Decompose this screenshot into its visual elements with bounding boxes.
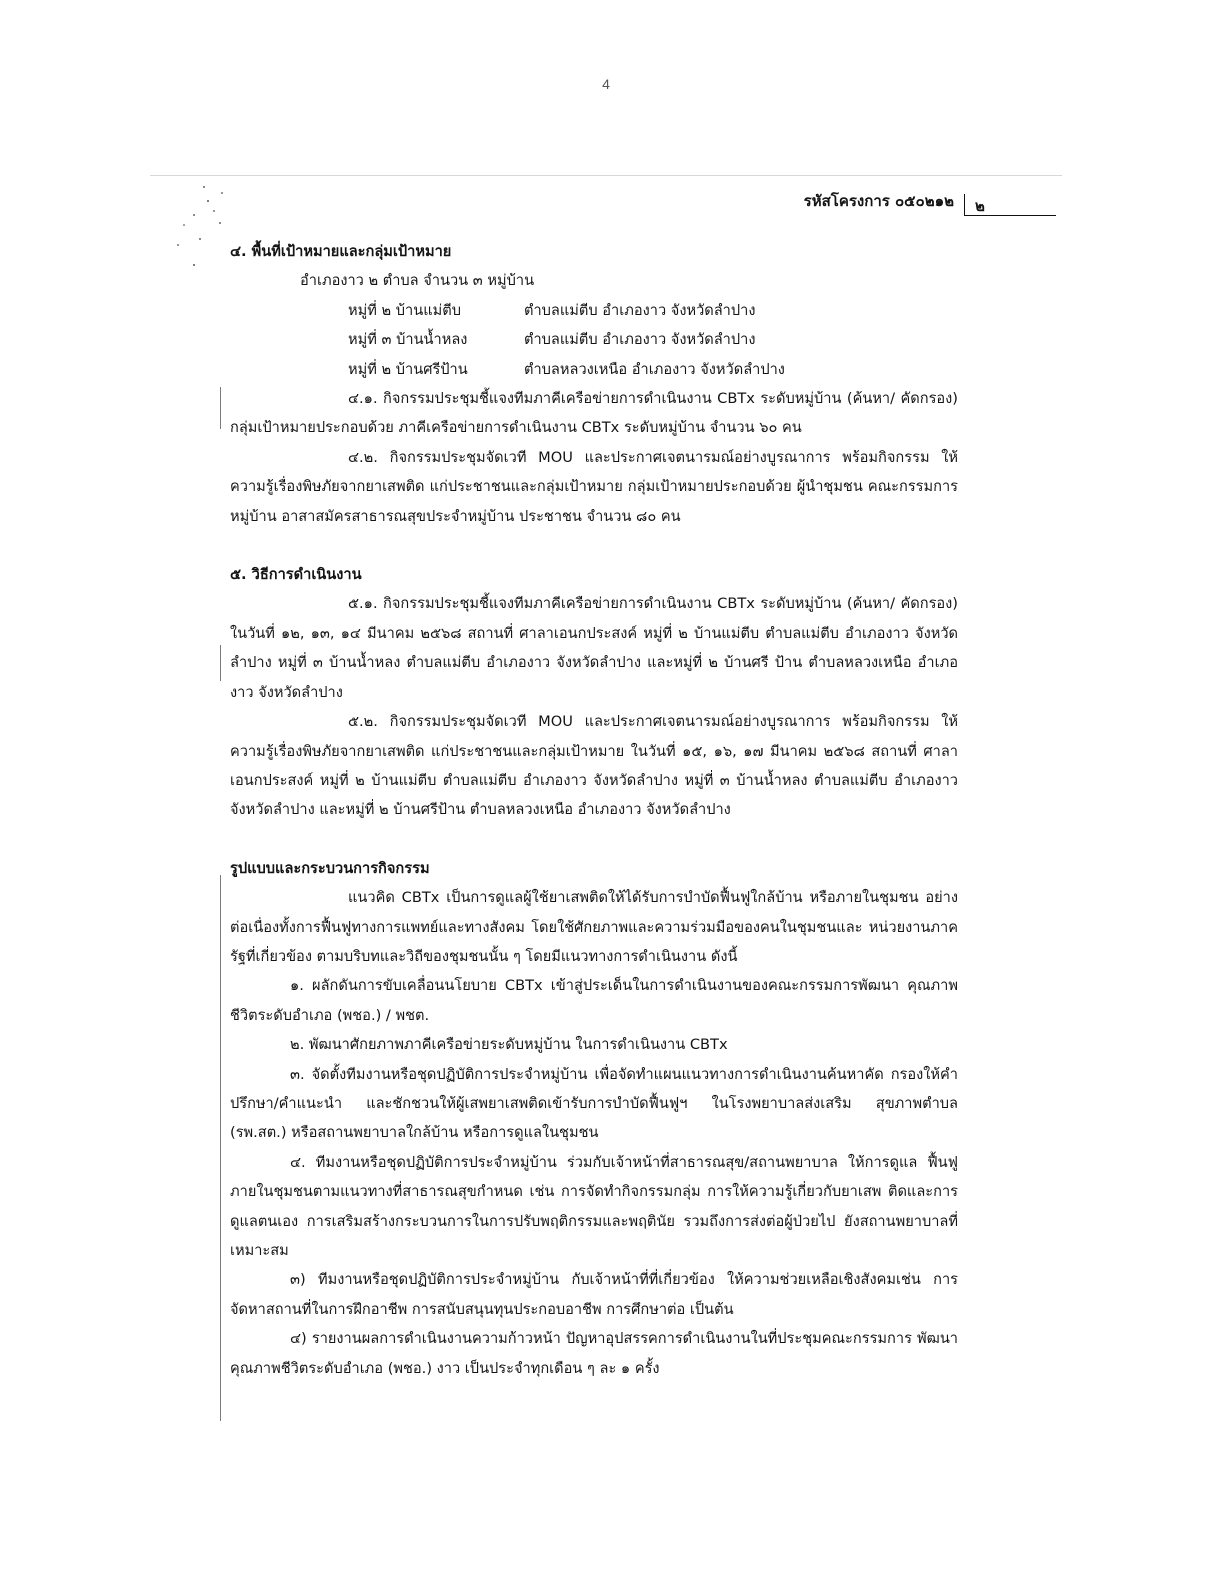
process-item: ๓) ทีมงานหรือชุดปฏิบัติการประจำหมู่บ้าน กับเจ้าหน้าที่ที่เกี่ยวข้อง ให้ความช่วยเหลือเชิงสังคมเช่น การจัดหาสถานที่ในการฝึกอาชีพ การสนับสนุนทุนประกอบอาชีพ การศึกษาต่อ เป็นต้น bbox=[230, 1271, 958, 1318]
village-name: หมู่ที่ ๓ บ้านน้ำหลง bbox=[348, 331, 468, 349]
process-item: ๑. ผลักดันการขับเคลื่อนนโยบาย CBTx เข้าสู่ประเด็นในการดำเนินงานของคณะกรรมการพัฒนา คุณภาพชีวิตระดับอำเภอ (พชอ.) / พชต. bbox=[230, 977, 958, 1024]
scan-top-edge bbox=[150, 175, 1062, 176]
village-row bbox=[230, 355, 958, 384]
village-row bbox=[230, 296, 958, 325]
village-location: ตำบลแม่ตีบ อำเภองาว จังหวัดลำปาง bbox=[524, 301, 756, 319]
village-name: หมู่ที่ ๒ บ้านศรีป้าน bbox=[348, 360, 468, 378]
project-code-page: ๒ bbox=[964, 194, 1056, 216]
process-concept: แนวคิด CBTx เป็นการดูแลผู้ใช้ยาเสพติดให้ได้รับการบำบัดฟื้นฟูใกล้บ้าน หรือภายในชุมชน อย่างต่อเนื่องทั้งการฟื้นฟูทางการแพทย์และทางสังคม โดยใช้ศักยภาพและความร่วมมือของคนในชุมชนและ หน่วยงานภาครัฐที่เกี่ยวข้อง ตามบริบทและวิถีของชุมชนนั้น ๆ โดยมีแนวทางการดำเนินงาน ดังนี้ bbox=[230, 889, 958, 965]
project-code-box bbox=[804, 189, 1056, 216]
scanned-page bbox=[150, 175, 1062, 1435]
process-item: ๓. จัดตั้งทีมงานหรือชุดปฏิบัติการประจำหมู่บ้าน เพื่อจัดทำแผนแนวทางการดำเนินงานค้นหาคัด กรองให้คำปรึกษา/คำแนะนำ และชักชวนให้ผู้เสพยาเสพติดเข้ารับการบำบัดฟื้นฟูฯ ในโรงพยาบาลส่งเสริม สุขภาพตำบล (รพ.สต.) หรือสถานพยาบาลใกล้บ้าน หรือการดูแลในชุมชน bbox=[230, 1065, 958, 1142]
page-number: 4 bbox=[602, 76, 610, 92]
process-item: ๒. พัฒนาศักยภาพภาคีเครือข่ายระดับหมู่บ้าน ในการดำเนินงาน CBTx bbox=[290, 1036, 728, 1054]
project-code-label: รหัสโครงการ ๐๕๐๒๑๒ bbox=[803, 192, 954, 210]
section-4-title: ๔. พื้นที่เป้าหมายและกลุ่มเป้าหมาย bbox=[230, 243, 452, 260]
margin-line-1 bbox=[220, 387, 221, 429]
section-4-intro: อำเภองาว ๒ ตำบล จำนวน ๓ หมู่บ้าน bbox=[300, 272, 535, 290]
document-body bbox=[230, 237, 958, 1383]
process-title: รูปแบบและกระบวนการกิจกรรม bbox=[230, 859, 430, 877]
margin-line-2 bbox=[220, 645, 221, 681]
village-location: ตำบลแม่ตีบ อำเภองาว จังหวัดลำปาง bbox=[524, 331, 756, 349]
village-location: ตำบลหลวงเหนือ อำเภองาว จังหวัดลำปาง bbox=[524, 360, 785, 378]
scan-specks bbox=[164, 181, 234, 271]
section-4-1: ๔.๑. กิจกรรมประชุมชี้แจงทีมภาคีเครือข่ายการดำเนินงาน CBTx ระดับหมู่บ้าน (ค้นหา/ คัดกรอง) กลุ่มเป้าหมายประกอบด้วย ภาคีเครือข่ายการดำเนินงาน CBTx ระดับหมู่บ้าน จำนวน ๖๐ คน bbox=[230, 390, 958, 437]
margin-line-3 bbox=[220, 875, 221, 1421]
section-4-2: ๔.๒. กิจกรรมประชุมจัดเวที MOU และประกาศเจตนารมณ์อย่างบูรณาการ พร้อมกิจกรรม ให้ความรู้เรื่องพิษภัยจากยาเสพติด แก่ประชาชนและกลุ่มเป้าหมาย กลุ่มเป้าหมายประกอบด้วย ผู้นำชุมชน คณะกรรมการหมู่บ้าน อาสาสมัครสาธารณสุขประจำหมู่บ้าน ประชาชน จำนวน ๘๐ คน bbox=[230, 448, 958, 525]
village-name: หมู่ที่ ๒ บ้านแม่ตีบ bbox=[348, 301, 461, 319]
village-row bbox=[230, 325, 958, 354]
process-item: ๔. ทีมงานหรือชุดปฏิบัติการประจำหมู่บ้าน ร่วมกับเจ้าหน้าที่สาธารณสุข/สถานพยาบาล ให้การดูแล ฟื้นฟูภายในชุมชนตามแนวทางที่สาธารณสุขกำหนด เช่น การจัดทำกิจกรรมกลุ่ม การให้ความรู้เกี่ยวกับยาเสพ ติดและการดูแลตนเอง การเสริมสร้างกระบวนการในการปรับพฤติกรรมและพฤตินัย รวมถึงการส่งต่อผู้ป่วยไป ยังสถานพยาบาลที่เหมาะสม bbox=[230, 1153, 958, 1259]
process-item: ๔) รายงานผลการดำเนินงานความก้าวหน้า ปัญหาอุปสรรคการดำเนินงานในที่ประชุมคณะกรรมการ พัฒนาคุณภาพชีวิตระดับอำเภอ (พชอ.) งาว เป็นประจำทุกเดือน ๆ ละ ๑ ครั้ง bbox=[230, 1330, 958, 1377]
section-5-1: ๕.๑. กิจกรรมประชุมชี้แจงทีมภาคีเครือข่ายการดำเนินงาน CBTx ระดับหมู่บ้าน (ค้นหา/ คัดกรอง) ในวันที่ ๑๒, ๑๓, ๑๔ มีนาคม ๒๕๖๘ สถานที่ ศาลาเอนกประสงค์ หมู่ที่ ๒ บ้านแม่ตีบ ตำบลแม่ตีบ อำเภองาว จังหวัดลำปาง หมู่ที่ ๓ บ้านน้ำหลง ตำบลแม่ตีบ อำเภองาว จังหวัดลำปาง และหมู่ที่ ๒ บ้านศรี ป้าน ตำบลหลวงเหนือ อำเภองาว จังหวัดลำปาง bbox=[230, 595, 958, 701]
section-5-2: ๕.๒. กิจกรรมประชุมจัดเวที MOU และประกาศเจตนารมณ์อย่างบูรณาการ พร้อมกิจกรรม ให้ความรู้เรื่องพิษภัยจากยาเสพติด แก่ประชาชนและกลุ่มเป้าหมาย ในวันที่ ๑๕, ๑๖, ๑๗ มีนาคม ๒๕๖๘ สถานที่ ศาลาเอนกประสงค์ หมู่ที่ ๒ บ้านแม่ตีบ ตำบลแม่ตีบ อำเภองาว จังหวัดลำปาง หมู่ที่ ๓ บ้านน้ำหลง ตำบลแม่ตีบ อำเภองาว จังหวัดลำปาง และหมู่ที่ ๒ บ้านศรีป้าน ตำบลหลวงเหนือ อำเภองาว จังหวัดลำปาง bbox=[230, 713, 958, 819]
section-5-title: ๕. วิธีการดำเนินงาน bbox=[230, 566, 362, 584]
